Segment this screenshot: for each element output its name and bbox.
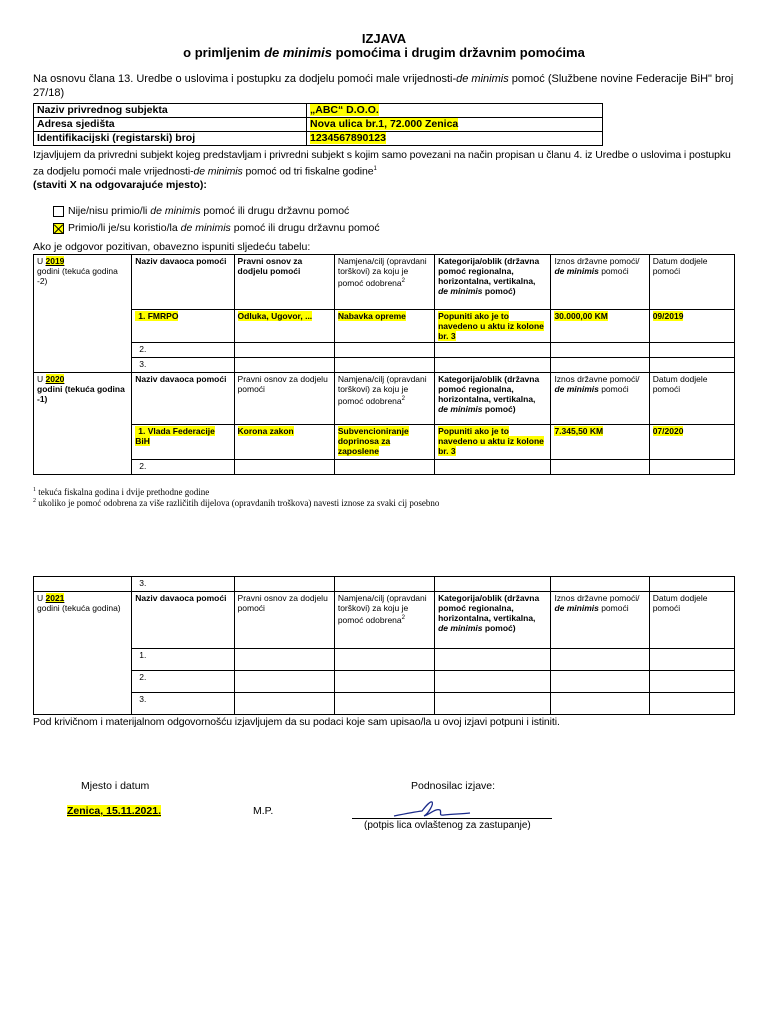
purpose-cell: Nabavka opreme: [334, 310, 434, 343]
empty-cell: [334, 671, 434, 693]
company-address-label: Adresa sjedišta: [34, 118, 307, 132]
empty-cell: [649, 343, 734, 358]
document-title: IZJAVA: [361, 31, 407, 46]
row-number-cell: 2.: [132, 671, 234, 693]
legal-basis-cell: Korona zakon: [234, 425, 334, 460]
header-amount: Iznos državne pomoći/ de minimis pomoći: [551, 255, 649, 310]
header-legal-basis: Pravni osnov za dodjelu pomoći: [234, 255, 334, 310]
header-amount: Iznos državne pomoći/ de minimis pomoći: [551, 592, 649, 649]
table-row: [34, 343, 735, 358]
checkbox-received[interactable]: [53, 223, 64, 234]
empty-cell: [435, 460, 551, 475]
empty-cell: [334, 358, 434, 373]
carry-row: [34, 577, 735, 592]
purpose-cell: Subvencioniranje doprinosa za zaposlene: [334, 425, 434, 460]
empty-cell: [435, 649, 551, 671]
aid-table-page2: [33, 576, 735, 715]
empty-cell: [551, 671, 649, 693]
table-row: [34, 460, 735, 475]
signature-caption: (potpis lica ovlaštenog za zastupanje): [364, 820, 531, 831]
table-row: [34, 425, 735, 460]
empty-cell: [234, 460, 334, 475]
aid-table-page1: [33, 254, 735, 475]
header-legal-basis: Pravni osnov za dodjelu pomoći: [234, 592, 334, 649]
empty-cell: [649, 671, 734, 693]
donor-cell: 1. FMRPO: [132, 310, 234, 343]
company-address-row: [34, 118, 603, 132]
empty-cell: [435, 671, 551, 693]
empty-cell: [234, 358, 334, 373]
header-purpose: Namjena/cilj (opravdani torškovi) za koju je pomoć odobrena$^2$: [334, 255, 434, 310]
header-category: Kategorija/oblik (državna pomoć regionalna, horizontalna, vertikalna, de minimis pomoć): [435, 592, 551, 649]
year-value-2019: 2019: [45, 256, 65, 266]
amount-cell: 30.000,00 KM: [551, 310, 649, 343]
option-not-received[interactable]: [53, 205, 349, 217]
empty-cell: [551, 343, 649, 358]
empty-cell: [649, 693, 734, 715]
header-row-2020: [34, 373, 735, 425]
company-id-label: Identifikacijski (registarski) broj: [34, 132, 307, 146]
empty-cell: [551, 460, 649, 475]
document-subtitle: o primljenim de minimis pomoćima i drugim državnim pomoćima: [183, 45, 585, 60]
checkbox-not-received[interactable]: [53, 206, 64, 217]
header-donor: Naziv davaoca pomoći: [132, 592, 234, 649]
declaration-paragraph: Izjavljujem da privredni subjekt kojeg predstavljam i privredni subjekt s kojim samo povezani na način propisan u članu 4. iz Uredbe o uslovima i postupku za dodjelu pomoći male vrijednosti-de minimis pomoć od tri fiskalne godine$^1$: [33, 149, 731, 178]
option-received-label: Primio/li je/su koristio/la de minimis pomoć ili drugu državnu pomoć: [68, 222, 380, 234]
header-category: Kategorija/oblik (državna pomoć regionalna, horizontalna, vertikalna, de minimis pomoć): [435, 373, 551, 425]
year-cell-2021: U 2021 godini (tekuća godina): [34, 592, 132, 715]
table-row: [34, 310, 735, 343]
table-row: [34, 649, 735, 671]
mark-instruction: (staviti X na odgovarajuće mjesto):: [33, 179, 207, 191]
footnote-2: $^2$ ukoliko je pomoć odobrena za više različitih dijelova (opravdanih troškova) navesti iznose za svaki cij posebno: [33, 498, 440, 508]
closing-statement: Pod krivičnom i materijalnom odgovornošću izjavljujem da su podaci koje sam upisao/la u ovoj izjavi potpuni i istiniti.: [33, 716, 560, 728]
empty-cell: [649, 460, 734, 475]
company-name-row: [34, 104, 603, 118]
company-name-label: Naziv privrednog subjekta: [34, 104, 307, 118]
date-cell: 09/2019: [649, 310, 734, 343]
row-number-cell: 3.: [132, 693, 234, 715]
empty-cell: [234, 671, 334, 693]
row-number-cell: 2.: [132, 343, 234, 358]
option-received[interactable]: [53, 222, 380, 234]
date-cell: 07/2020: [649, 425, 734, 460]
header-category: Kategorija/oblik (državna pomoć regionalna, horizontalna, vertikalna, de minimis pomoć): [435, 255, 551, 310]
empty-cell: [435, 693, 551, 715]
table-row: [34, 671, 735, 693]
table-instruction: Ako je odgovor pozitivan, obavezno ispuniti sljedeću tabelu:: [33, 241, 311, 253]
submitter-label: Podnosilac izjave:: [411, 780, 496, 792]
header-legal-basis: Pravni osnov za dodjelu pomoći: [234, 373, 334, 425]
empty-cell: [649, 649, 734, 671]
footnote-1: $^1$ tekuća fiskalna godina i dvije prethodne godine: [33, 487, 210, 497]
empty-cell: [334, 577, 434, 592]
year-cell-2019: U 2019 godini (tekuća godina -2): [34, 255, 132, 373]
table-row: [34, 693, 735, 715]
empty-cell: [435, 577, 551, 592]
company-id-value: 1234567890123: [307, 132, 603, 146]
header-donor: Naziv davaoca pomoći: [132, 373, 234, 425]
option-not-received-label: Nije/nisu primio/li de minimis pomoć ili drugu državnu pomoć: [68, 205, 350, 217]
company-id-row: [34, 132, 603, 146]
header-date: Datum dodjele pomoći: [649, 255, 734, 310]
empty-cell: [234, 693, 334, 715]
year-cell-2020: U 2020 godini (tekuća godina -1): [34, 373, 132, 475]
header-amount: Iznos državne pomoći/ de minimis pomoći: [551, 373, 649, 425]
legal-basis-cell: Odluka, Ugovor, ...: [234, 310, 334, 343]
empty-cell: [234, 577, 334, 592]
place-date-value: Zenica, 15.11.2021.: [67, 805, 161, 817]
company-info-table: [33, 103, 603, 146]
empty-cell: [649, 577, 734, 592]
empty-cell: [551, 649, 649, 671]
header-purpose: Namjena/cilj (opravdani torškovi) za koju je pomoć odobrena$^2$: [334, 592, 434, 649]
row-number-cell: 2.: [132, 460, 234, 475]
empty-cell: [334, 460, 434, 475]
empty-cell: [551, 358, 649, 373]
donor-cell: 1. Vlada Federacije BiH: [132, 425, 234, 460]
row-number-cell: 3.: [132, 358, 234, 373]
header-purpose: Namjena/cilj (opravdani torškovi) za koju je pomoć odobrena$^2$: [334, 373, 434, 425]
header-date: Datum dodjele pomoći: [649, 592, 734, 649]
empty-cell: [334, 343, 434, 358]
empty-cell: [34, 577, 132, 592]
row-number-cell: 1.: [132, 649, 234, 671]
empty-cell: [334, 649, 434, 671]
company-address-value: Nova ulica br.1, 72.000 Zenica: [307, 118, 603, 132]
header-row-2019: [34, 255, 735, 310]
header-donor: Naziv davaoca pomoći: [132, 255, 234, 310]
signature-line: [352, 818, 552, 819]
category-cell: Popuniti ako je to navedeno u aktu iz kolone br. 3: [435, 310, 551, 343]
empty-cell: [435, 358, 551, 373]
row-number-cell: 3.: [132, 577, 234, 592]
place-date-label: Mjesto i datum: [81, 780, 150, 792]
header-date: Datum dodjele pomoći: [649, 373, 734, 425]
empty-cell: [551, 693, 649, 715]
empty-cell: [435, 343, 551, 358]
intro-paragraph: Na osnovu člana 13. Uredbe o uslovima i postupku za dodjelu pomoći male vrijednosti-de minimis pomoć (Službene novine Federacije BiH" broj 27/18): [33, 73, 734, 99]
year-value-2021: 2021: [45, 593, 65, 603]
category-cell: Popuniti ako je to navedeno u aktu iz kolone br. 3: [435, 425, 551, 460]
empty-cell: [551, 577, 649, 592]
stamp-label: M.P.: [253, 805, 274, 817]
table-row: [34, 358, 735, 373]
empty-cell: [234, 649, 334, 671]
amount-cell: 7.345,50 KM: [551, 425, 649, 460]
company-name-value: „ABC“ D.O.O.: [307, 104, 603, 118]
empty-cell: [649, 358, 734, 373]
empty-cell: [234, 343, 334, 358]
header-row-2021: [34, 592, 735, 649]
empty-cell: [334, 693, 434, 715]
year-value-2020: 2020: [45, 374, 65, 384]
